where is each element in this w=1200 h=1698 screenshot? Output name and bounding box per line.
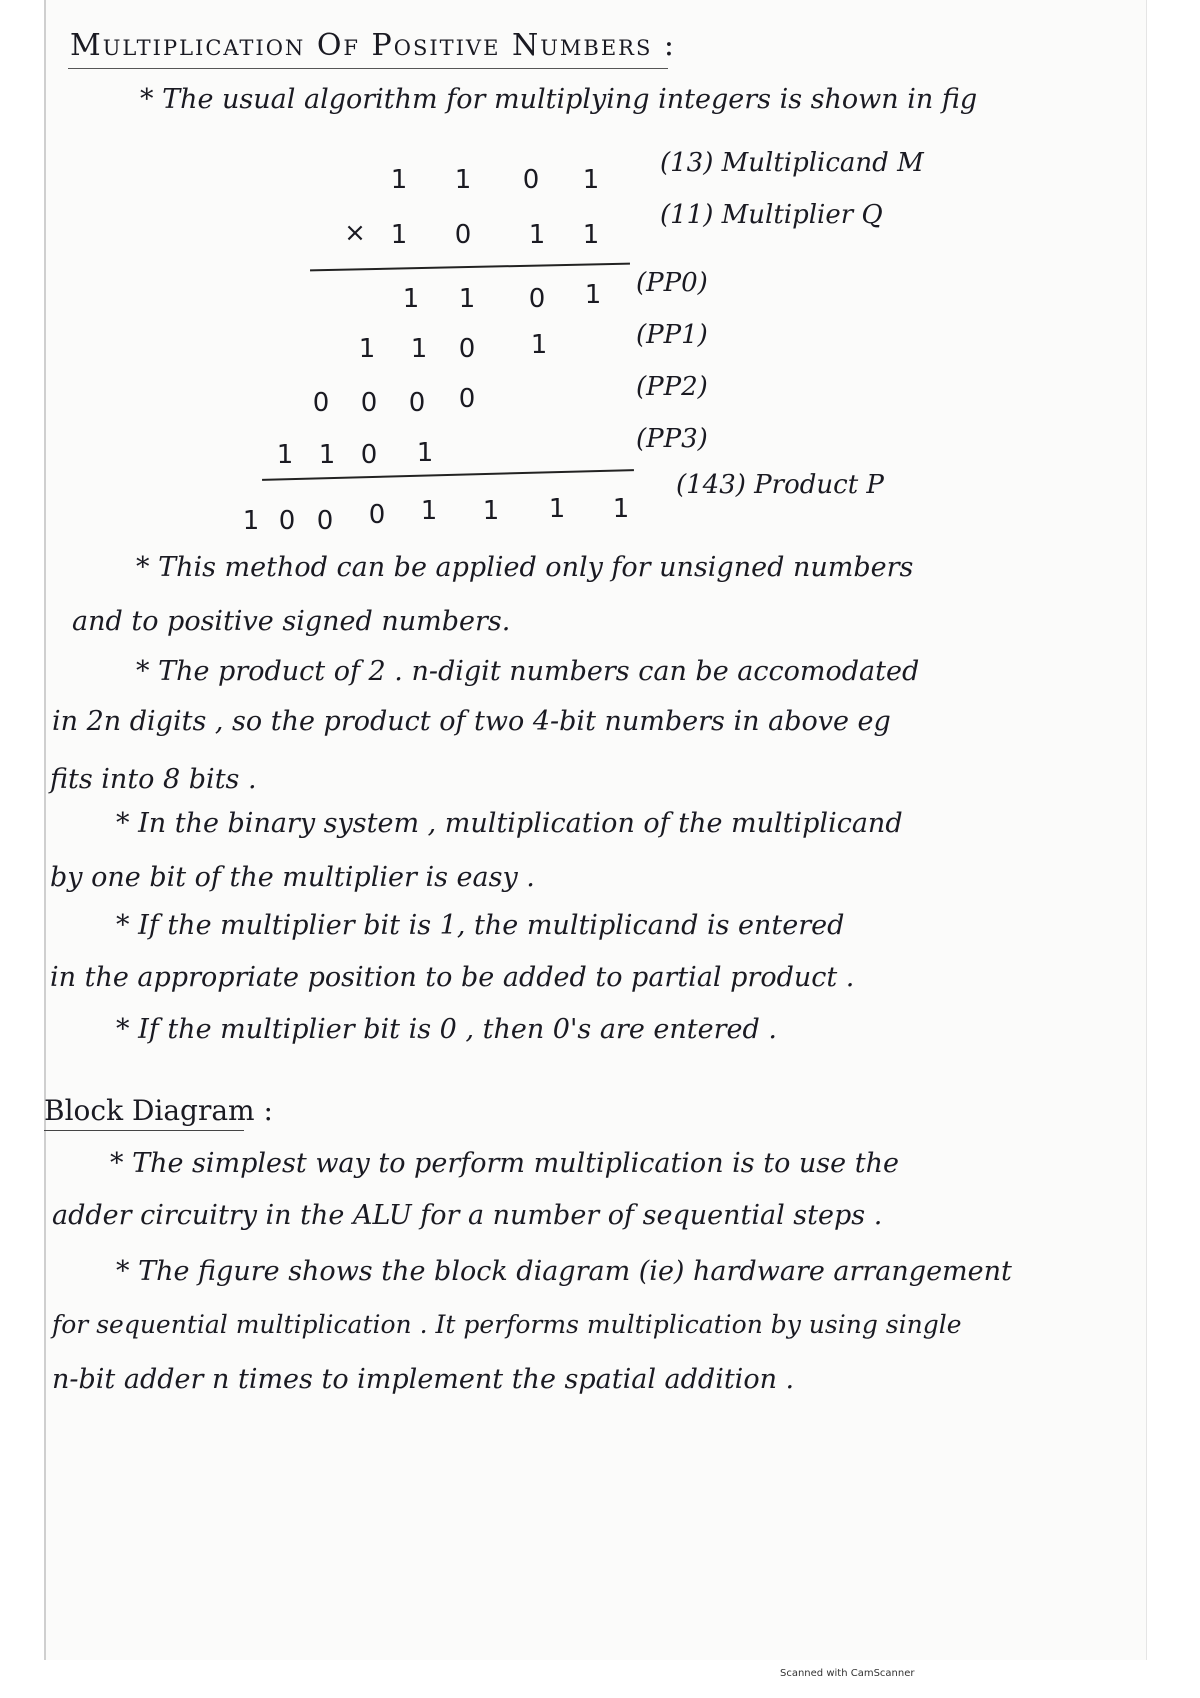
multiplicand-digit: 1 — [454, 165, 472, 195]
text-line: in the appropriate position to be added to partial product . — [50, 962, 855, 993]
text-line: adder circuitry in the ALU for a number of sequential steps . — [52, 1200, 883, 1231]
title-underline — [68, 68, 668, 69]
text-line: in 2n digits , so the product of two 4-bit numbers in above eg — [52, 706, 891, 737]
multiplier-digit: 0 — [454, 220, 472, 250]
pp2-digit: 0 — [458, 384, 476, 414]
pp2-digit: 0 — [312, 388, 330, 418]
text-line: by one bit of the multiplier is easy . — [50, 862, 535, 893]
multiplicand-label: (13) Multiplicand M — [660, 148, 924, 178]
pp1-digit: 1 — [410, 334, 428, 364]
pp3-digit: 1 — [318, 440, 336, 470]
pp3-digit: 1 — [416, 438, 434, 468]
pp0-digit: 1 — [458, 284, 476, 314]
text-line: * The product of 2 . n-digit numbers can be accomodated — [136, 656, 920, 687]
product-digit: 0 — [316, 506, 334, 536]
text-line: * If the multiplier bit is 0 , then 0's are entered . — [116, 1014, 777, 1045]
heading-underline — [44, 1130, 244, 1131]
pp0-digit: 1 — [584, 280, 602, 310]
product-digit: 1 — [242, 506, 260, 536]
multiplier-label: (11) Multiplier Q — [660, 200, 883, 230]
pp3-digit: 1 — [276, 440, 294, 470]
product-digit: 0 — [278, 506, 296, 536]
text-line: n-bit adder n times to implement the spatial addition . — [52, 1364, 795, 1395]
text-line: * The figure shows the block diagram (ie) hardware arrangement — [116, 1256, 1012, 1287]
pp2-label: (PP2) — [636, 372, 708, 402]
multiplicand-digit: 1 — [390, 165, 408, 195]
text-line: for sequential multiplication . It performs multiplication by using single — [52, 1310, 962, 1339]
multiplier-digit: 1 — [582, 220, 600, 250]
multiplier-digit: 1 — [528, 220, 546, 250]
pp1-digit: 1 — [530, 330, 548, 360]
pp3-label: (PP3) — [636, 424, 708, 454]
product-digit: 1 — [420, 496, 438, 526]
text-line: and to positive signed numbers. — [72, 606, 511, 637]
times-sign: × — [344, 218, 366, 248]
pp0-label: (PP0) — [636, 268, 708, 298]
pp1-digit: 1 — [358, 334, 376, 364]
scanner-watermark: Scanned with CamScanner — [780, 1668, 915, 1679]
pp0-digit: 0 — [528, 284, 546, 314]
block-diagram-heading: Block Diagram : — [44, 1094, 273, 1127]
text-line: fits into 8 bits . — [50, 764, 257, 795]
product-digit: 1 — [612, 494, 630, 524]
text-line: * The simplest way to perform multiplication is to use the — [110, 1148, 899, 1179]
text-line: * If the multiplier bit is 1, the multiplicand is entered — [116, 910, 845, 941]
text-line: * This method can be applied only for unsigned numbers — [136, 552, 914, 583]
intro-line: * The usual algorithm for multiplying integers is shown in fig — [140, 84, 978, 115]
pp1-label: (PP1) — [636, 320, 708, 350]
product-digit: 1 — [548, 494, 566, 524]
multiplicand-digit: 0 — [522, 165, 540, 195]
pp0-digit: 1 — [402, 284, 420, 314]
multiplicand-digit: 1 — [582, 165, 600, 195]
pp3-digit: 0 — [360, 440, 378, 470]
text-line: * In the binary system , multiplication of the multiplicand — [116, 808, 903, 839]
pp1-digit: 0 — [458, 334, 476, 364]
pp2-digit: 0 — [360, 388, 378, 418]
product-label: (143) Product P — [676, 470, 884, 500]
product-digit: 0 — [368, 500, 386, 530]
multiplier-digit: 1 — [390, 220, 408, 250]
product-digit: 1 — [482, 496, 500, 526]
page-title: Multiplication Of Positive Numbers : — [70, 28, 677, 63]
pp2-digit: 0 — [408, 388, 426, 418]
